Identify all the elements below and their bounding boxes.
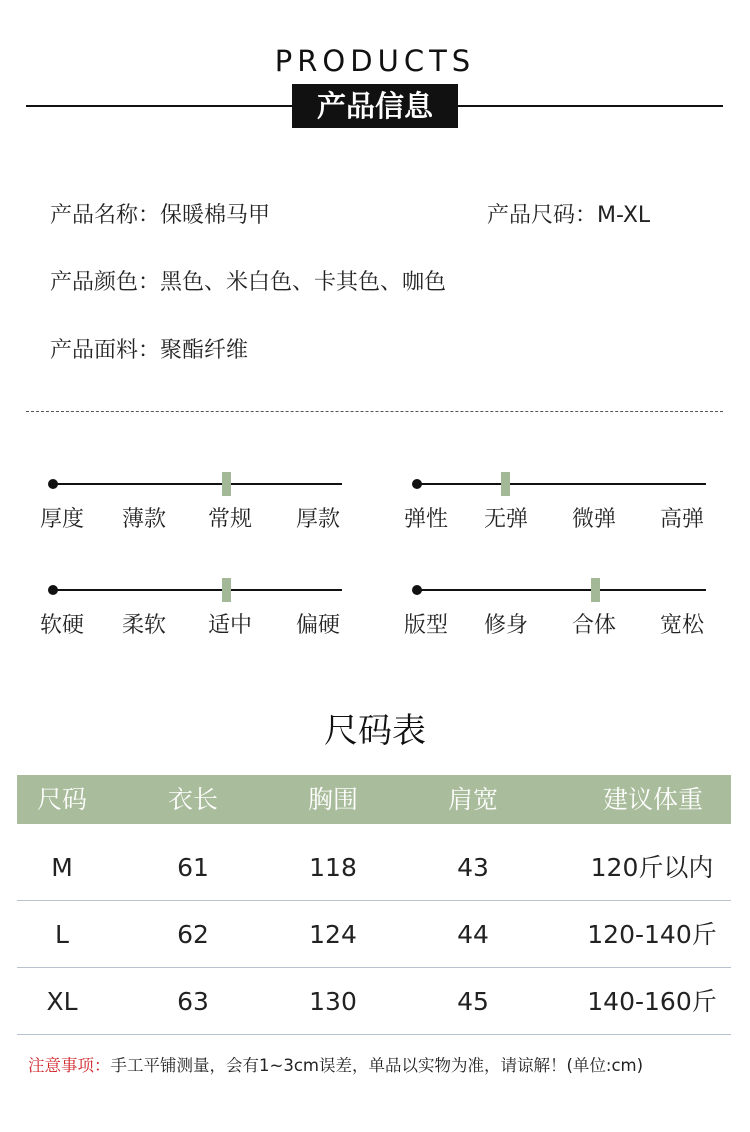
- scale-fit: [402, 576, 712, 636]
- table-cell: 45: [457, 987, 489, 1016]
- scale-start-dot: [412, 585, 422, 595]
- scale-level-mark: [501, 472, 510, 496]
- scale-label: 版型: [404, 613, 449, 638]
- scale-option: 偏硬: [296, 613, 341, 638]
- table-cell: 140-160斤: [587, 987, 717, 1016]
- note-text: 手工平铺测量，会有1~3cm误差，单品以实物为准，请谅解！(单位:cm): [110, 1056, 644, 1075]
- scale-elasticity: [402, 470, 712, 530]
- table-cell: 120-140斤: [587, 920, 717, 949]
- table-row: [17, 901, 731, 968]
- header-title-cn: 产品信息: [292, 84, 458, 128]
- scale-option: 宽松: [660, 613, 705, 638]
- product-size-label: 产品尺码：: [487, 203, 598, 228]
- table-cell: 120斤以内: [590, 853, 714, 882]
- scale-level-mark: [591, 578, 600, 602]
- scale-start-dot: [412, 479, 422, 489]
- scale-start-dot: [48, 585, 58, 595]
- table-row: [17, 834, 731, 901]
- product-color-value: 黑色、米白色、卡其色、咖色: [160, 270, 447, 295]
- scale-option: 适中: [208, 613, 253, 638]
- scale-track: [416, 589, 706, 591]
- scale-track: [52, 589, 342, 591]
- scale-option: 修身: [484, 613, 529, 638]
- product-name-value: 保暖棉马甲: [160, 203, 271, 228]
- scale-track: [416, 483, 706, 485]
- product-color-label: 产品颜色：: [50, 270, 161, 295]
- table-cell: 130: [309, 987, 357, 1016]
- column-header: 胸围: [307, 785, 358, 814]
- table-cell: 124: [309, 920, 357, 949]
- table-cell: M: [51, 853, 73, 882]
- measurement-note: [28, 1052, 643, 1076]
- product-name-row: [50, 198, 270, 229]
- scale-label: 弹性: [404, 507, 449, 532]
- scale-option: 微弹: [572, 507, 617, 532]
- table-cell: 43: [457, 853, 489, 882]
- table-cell: 61: [177, 853, 209, 882]
- column-header: 衣长: [167, 785, 218, 814]
- product-size-value: M-XL: [597, 203, 651, 228]
- size-table-title: 尺码表: [324, 711, 426, 751]
- scale-option: 高弹: [660, 507, 705, 532]
- scale-label: 厚度: [40, 507, 85, 532]
- product-fabric-label: 产品面料：: [50, 338, 161, 363]
- scale-option: 合体: [572, 613, 617, 638]
- scale-label: 软硬: [40, 613, 85, 638]
- table-cell: 63: [177, 987, 209, 1016]
- scale-option: 柔软: [122, 613, 167, 638]
- scale-thickness: [38, 470, 348, 530]
- table-cell: XL: [46, 987, 78, 1016]
- table-cell: 62: [177, 920, 209, 949]
- scale-softness: [38, 576, 348, 636]
- scale-level-mark: [222, 472, 231, 496]
- product-name-label: 产品名称：: [50, 203, 161, 228]
- scale-track: [52, 483, 342, 485]
- size-table-header: [17, 775, 731, 824]
- column-header: 建议体重: [602, 785, 703, 814]
- dashed-divider: [26, 411, 723, 412]
- table-row: [17, 968, 731, 1035]
- product-fabric-row: [50, 333, 248, 364]
- column-header: 尺码: [36, 785, 87, 814]
- scale-option: 薄款: [122, 507, 167, 532]
- table-cell: L: [55, 920, 69, 949]
- scale-level-mark: [222, 578, 231, 602]
- scale-option: 厚款: [296, 507, 341, 532]
- table-cell: 44: [457, 920, 489, 949]
- product-size-row: [487, 198, 650, 229]
- product-fabric-value: 聚酯纤维: [160, 338, 249, 363]
- product-color-row: [50, 265, 446, 296]
- table-cell: 118: [309, 853, 357, 882]
- note-label: 注意事项：: [28, 1056, 111, 1075]
- scale-option: 无弹: [484, 507, 529, 532]
- scale-start-dot: [48, 479, 58, 489]
- header-title-en: PRODUCTS: [274, 44, 476, 78]
- scale-option: 常规: [208, 507, 253, 532]
- column-header: 肩宽: [447, 785, 498, 814]
